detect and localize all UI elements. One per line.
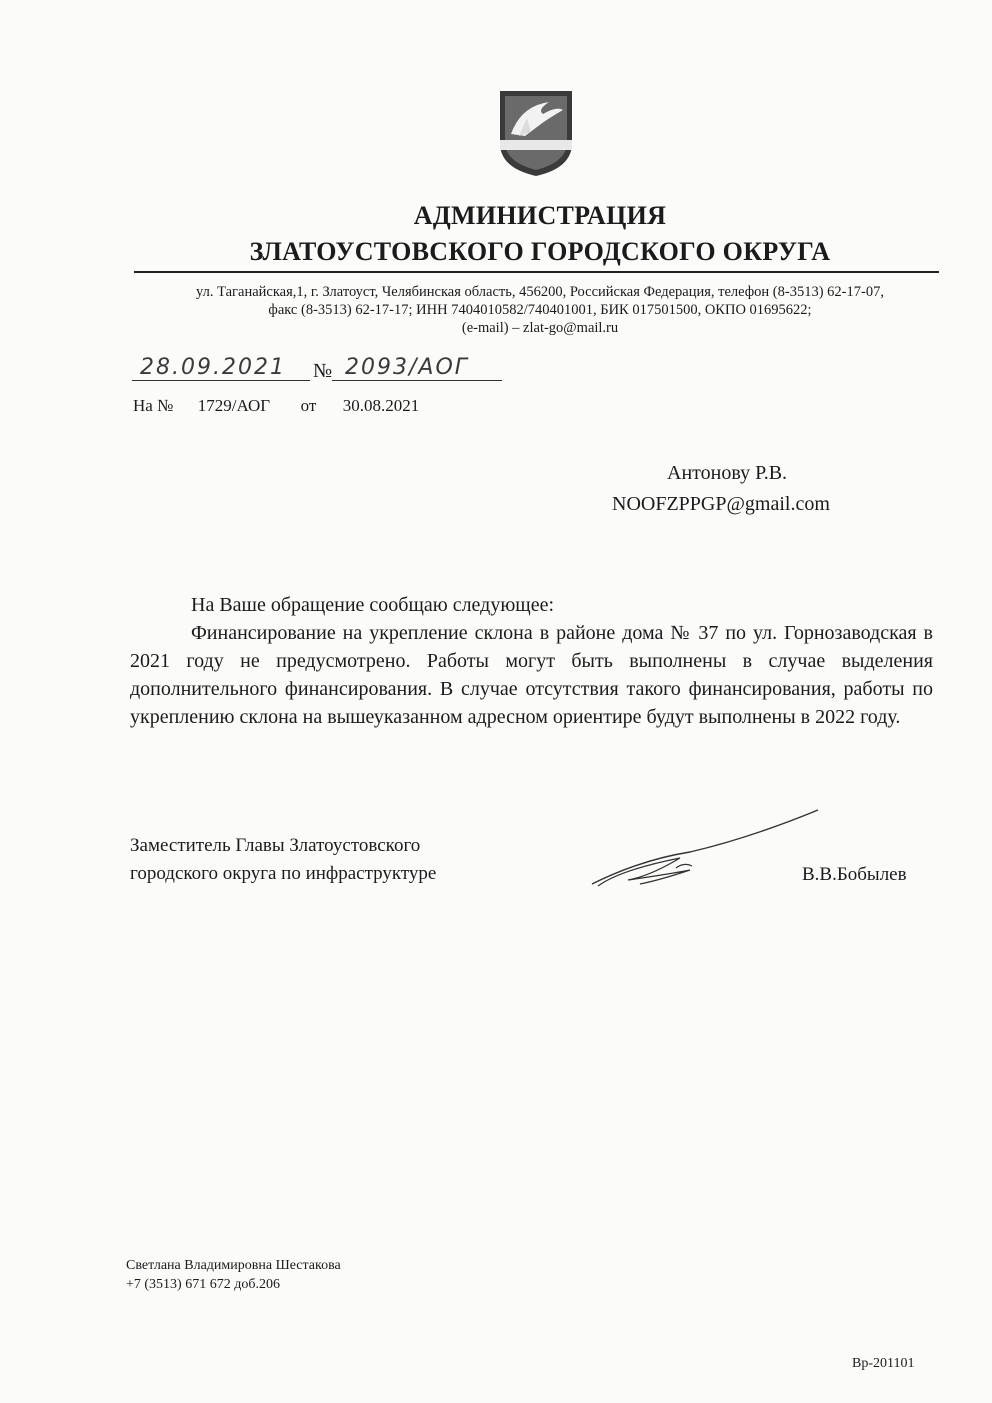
org-title-line1: АДМИНИСТРАЦИЯ [413, 201, 667, 230]
signer-title-line2: городского округа по инфраструктуре [130, 863, 437, 884]
executor-block [126, 1256, 341, 1294]
handwritten-signature [580, 800, 830, 900]
signer-title-line1: Заместитель Главы Златоустовского [130, 835, 421, 856]
executor-name: Светлана Владимировна Шестакова [126, 1258, 341, 1273]
reply-date: 30.08.2021 [342, 396, 420, 415]
org-contacts [125, 283, 955, 337]
registration-number-sign: № [313, 360, 333, 382]
letter-body [130, 591, 933, 731]
reply-label: На № [133, 396, 174, 415]
signer-name: В.В.Бобылев [802, 864, 907, 885]
coat-of-arms-icon [497, 88, 575, 178]
number-underline [332, 380, 502, 381]
body-intro: На Ваше обращение сообщаю следующее: [191, 594, 554, 616]
reply-number: 1729/АОГ [197, 396, 271, 415]
addressee-name: Антонову Р.В. [667, 462, 788, 484]
executor-phone: +7 (3513) 671 672 доб.206 [126, 1277, 280, 1292]
contacts-line1: ул. Таганайская,1, г. Златоуст, Челябинская область, 456200, Российская Федерация, телефон (8-3513) 62-17-07, [196, 284, 884, 300]
contacts-line3: (e-mail) – zlat-go@mail.ru [461, 320, 619, 336]
body-paragraph: Финансирование на укрепление склона в районе дома № 37 по ул. Горнозаводская в 2021 году не предусмотрено. Работы могут быть выполнены в случае выделения дополнительного финансирования. В случае отсутствия такого финансирования, работы по укреплению склона на вышеуказанном адресном ориентире будут выполнены в 2022 году. [130, 622, 933, 728]
registration-number: 2093/АОГ [345, 355, 470, 380]
header-rule [134, 271, 939, 273]
reply-reference [133, 396, 419, 416]
contacts-line2: факс (8-3513) 62-17-17; ИНН 7404010582/740401001, БИК 017501500, ОКПО 01695622; [268, 302, 812, 318]
addressee-email: NOOFZPPGP@gmail.com [612, 493, 830, 515]
reply-from-label: от [300, 396, 317, 415]
signer-title [130, 832, 436, 888]
document-code: Вр-201101 [852, 1356, 915, 1371]
date-underline [132, 380, 310, 381]
org-title-line2: ЗЛАТОУСТОВСКОГО ГОРОДСКОГО ОКРУГА [249, 237, 831, 266]
addressee-block [612, 458, 830, 520]
registration-date: 28.09.2021 [140, 355, 286, 380]
